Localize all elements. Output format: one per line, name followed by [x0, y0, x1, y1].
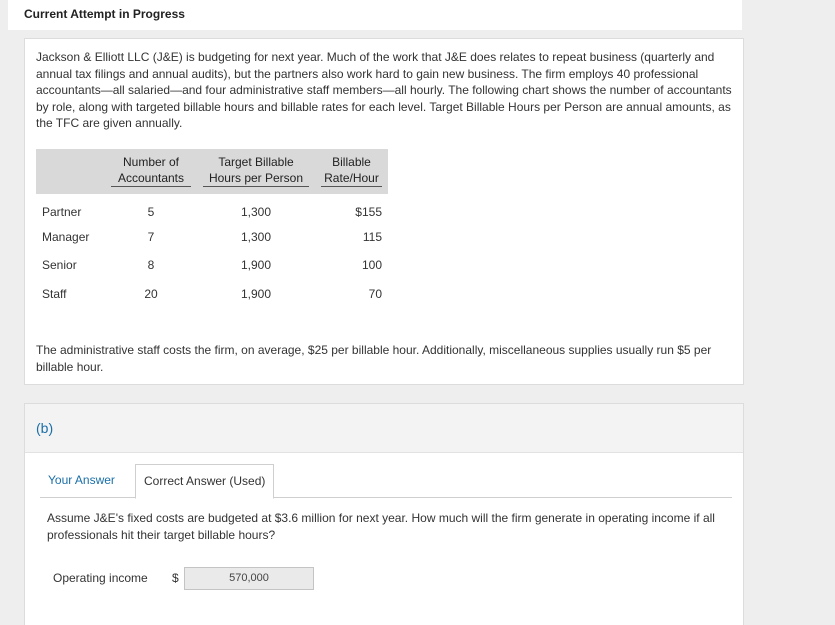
- admin-cost-note: The administrative staff costs the firm, on average, $25 per billable hour. Additionally, miscellaneous supplies usually run $5 per billable hour.: [36, 343, 712, 374]
- header-text: Accountants: [117, 171, 185, 185]
- header-billable-rate: [315, 149, 388, 194]
- accountants-cell: 8: [147, 258, 155, 273]
- operating-income-field[interactable]: 570,000: [184, 567, 314, 590]
- role-cell: Manager: [42, 229, 90, 244]
- header-text: Hours per Person: [208, 171, 304, 185]
- header-number-of-accountants: [105, 149, 197, 194]
- currency-symbol: $: [172, 571, 179, 585]
- accountants-cell: 5: [147, 205, 155, 220]
- accountants-cell: 20: [144, 286, 158, 301]
- hours-cell: 1,300: [240, 205, 272, 220]
- rate-cell: $155: [355, 205, 382, 220]
- role-cell: Senior: [42, 258, 77, 273]
- header-target-billable-hours: [197, 149, 315, 194]
- question-text: Assume J&E's fixed costs are budgeted at $3.6 million for next year. How much will the firm generate in operating income if all professionals hit their target billable hours?: [47, 511, 715, 542]
- attempt-title: Current Attempt in Progress: [24, 7, 185, 21]
- part-b-box: [24, 403, 744, 625]
- hours-cell: 1,900: [240, 258, 272, 273]
- table-header-row: [36, 149, 388, 194]
- table-row: [36, 251, 388, 280]
- operating-income-label: Operating income: [53, 571, 148, 585]
- problem-intro-text: Jackson & Elliott LLC (J&E) is budgeting for next year. Much of the work that J&E does relates to repeat business (quarterly and annual tax filings and annual audits), but the partners also work hard to gain new business. The firm employs 40 professional accountants—all salaried—and four administrative staff members—all hourly. The following chart shows the number of accountants by role, along with targeted billable hours and billable rates for each level. Target Billable Hours per Person are annual amounts, as the TFC are given annually.: [36, 50, 732, 130]
- header-text: Number of: [122, 155, 180, 169]
- hours-cell: 1,900: [240, 286, 272, 301]
- hours-cell: 1,300: [240, 229, 272, 244]
- table-row: [36, 280, 388, 309]
- rate-cell: 100: [361, 258, 382, 273]
- rate-cell: 115: [362, 229, 382, 244]
- attempt-header: [8, 0, 742, 30]
- accountants-cell: 7: [147, 229, 155, 244]
- rate-cell: 70: [368, 286, 382, 301]
- header-text: Target Billable: [218, 155, 294, 169]
- answer-tabs: [40, 464, 732, 498]
- part-header: [25, 404, 743, 453]
- problem-statement-box: [24, 38, 744, 385]
- header-text: Rate/Hour: [324, 171, 379, 185]
- table-row: [36, 223, 388, 252]
- tab-your-answer[interactable]: Your Answer: [48, 473, 115, 487]
- role-cell: Partner: [42, 205, 82, 220]
- tab-correct-answer[interactable]: Correct Answer (Used): [135, 464, 274, 499]
- table-header-empty: [36, 149, 105, 194]
- table-row: [36, 194, 388, 223]
- header-text: Billable: [332, 155, 371, 169]
- role-cell: Staff: [42, 286, 67, 301]
- part-label: (b): [36, 420, 54, 436]
- accountants-table: [36, 149, 388, 308]
